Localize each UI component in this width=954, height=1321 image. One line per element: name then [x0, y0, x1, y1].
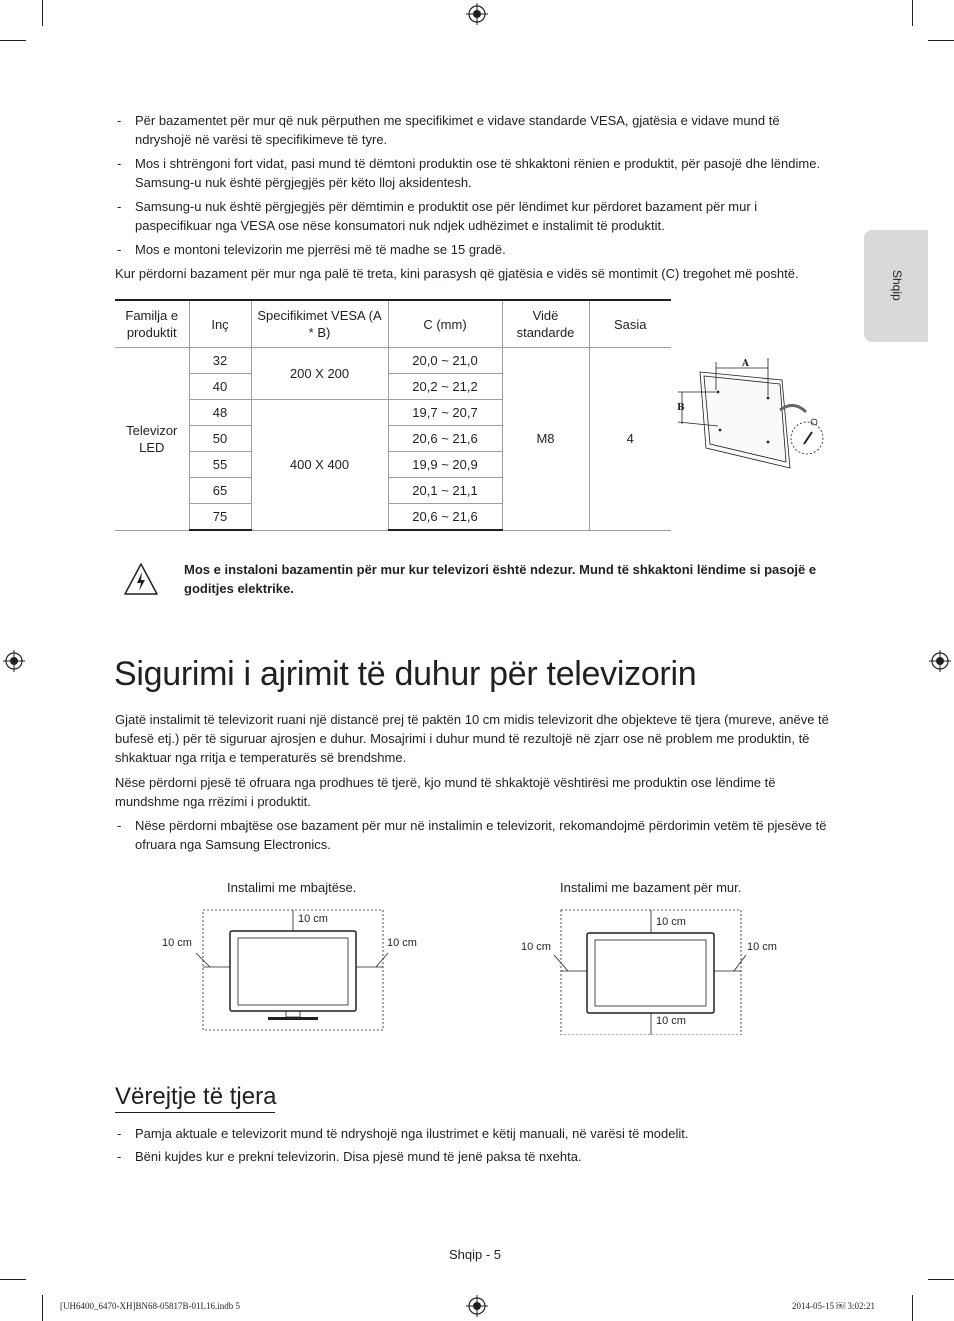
list-item: - Bëni kujdes kur e prekni televizorin. Disa pjesë mund të jenë paksa të nxehta.: [117, 1149, 582, 1164]
header-c-mm: C (mm): [388, 300, 502, 348]
section-title: Sigurimi i ajrimit të duhur për televizorin: [114, 655, 697, 693]
header-product-family: Familja e produktit: [115, 300, 189, 348]
list-item: - Mos i shtrëngoni fort vidat, pasi mund të dëmtoni produktin ose të shkaktoni rënien e produktit, për pasojë dhe lëndime. Samsung-u nuk është përgjegjës për këto lloj aksidentesh.: [117, 156, 821, 190]
cell-c: 19,7 ~ 20,7: [388, 400, 502, 426]
language-side-tab: [864, 230, 928, 342]
stand-caption: Instalimi me mbajtëse.: [227, 880, 357, 895]
list-item: - Samsung-u nuk është përgjegjës për dëmtimin e produktit ose për lëndimet kur përdoret bazament për mur i paspecifikuar nga VESA ose nëse konsumatori nuk ndjek udhëzimet e instalimit të produktit.: [117, 199, 758, 233]
crop-mark: [0, 1279, 26, 1280]
table-row: [115, 348, 671, 374]
list-item: - Për bazamentet për mur që nuk përputhen me specifikimet e vidave standarde VESA, gjatësia e vidave mund të ndryshojë në varësi të specifikimeve të tyre.: [117, 113, 780, 147]
clearance-left-label: 10 cm: [162, 937, 192, 949]
header-vesa: Specifikimet VESA (A * B): [251, 300, 388, 348]
intro-paragraph: Kur përdorni bazament për mur nga palë të treta, kini parasysh që gjatësia e vidës së montimit (C) tregohet më poshtë.: [115, 266, 799, 281]
cell-family: Televizor LED: [115, 348, 189, 531]
wall-install-diagram: [520, 905, 790, 1035]
cell-c: 20,1 ~ 21,1: [388, 478, 502, 504]
electric-warning-icon: [123, 562, 159, 596]
crop-mark: [42, 1295, 43, 1321]
wall-caption: Instalimi me bazament për mur.: [560, 880, 742, 895]
clearance-top-label: 10 cm: [298, 913, 328, 925]
cell-vesa: 200 X 200: [251, 348, 388, 400]
cell-inch: 40: [189, 374, 251, 400]
clearance-top-label: 10 cm: [656, 916, 686, 928]
wall-mount-diagram: [672, 350, 842, 470]
cell-c: 20,6 ~ 21,6: [388, 504, 502, 531]
cell-c: 20,0 ~ 21,0: [388, 348, 502, 374]
cell-qty: 4: [589, 348, 671, 531]
list-item: - Nëse përdorni mbajtëse ose bazament për mur në instalimin e televizorit, rekomandojmë përdorimin vetëm të pjesëve të ofruara nga Samsung Electronics.: [117, 818, 827, 852]
list-item: - Mos e montoni televizorin me pjerrësi më të madhe se 15 gradë.: [117, 242, 506, 257]
subsection-title: Vërejtje të tjera: [115, 1083, 277, 1110]
registration-mark-icon: [929, 650, 951, 672]
registration-mark-icon: [466, 3, 488, 25]
cell-c: 20,6 ~ 21,6: [388, 426, 502, 452]
crop-mark: [928, 40, 954, 41]
cell-screw: M8: [502, 348, 589, 531]
stand-install-diagram: [160, 905, 430, 1035]
cell-c: 20,2 ~ 21,2: [388, 374, 502, 400]
header-standard-screw: Vidë standarde: [502, 300, 589, 348]
page-number: Shqip - 5: [449, 1247, 502, 1262]
vesa-spec-table: [115, 299, 671, 531]
registration-mark-icon: [3, 650, 25, 672]
clearance-right-label: 10 cm: [747, 941, 777, 953]
warning-text: Mos e instaloni bazamentin për mur kur televizori është ndezur. Mund të shkaktoni lëndime si pasojë e goditjes elektrike.: [184, 562, 817, 596]
paragraph: Nëse përdorni pjesë të ofruara nga prodhues të tjerë, kjo mund të shkaktojë vështirësi me produktin ose lëndime të mundshme nga rrëzimi i produktit.: [115, 775, 776, 809]
clearance-right-label: 10 cm: [387, 937, 417, 949]
clearance-bottom-label: 10 cm: [656, 1015, 686, 1027]
crop-mark: [0, 40, 26, 41]
cell-inch: 48: [189, 400, 251, 426]
registration-mark-icon: [466, 1295, 488, 1317]
cell-vesa: 400 X 400: [251, 400, 388, 531]
paragraph: Gjatë instalimit të televizorit ruani një distancë prej të paktën 10 cm midis televizorit dhe objekteve të tjera (mureve, anëve të bufesë etj.) për të siguruar ajrosjen e duhur. Mosajrimi i duhur mund të rezultojë në zjarr ose në problem me produktin, të shkaktuar nga rritja e temperaturës së brendshme.: [115, 712, 829, 765]
list-item: - Pamja aktuale e televizorit mund të ndryshojë nga ilustrimet e këtij manuali, në varësi të modelit.: [117, 1126, 689, 1141]
crop-mark: [928, 1279, 954, 1280]
side-tab-label: Shqip: [890, 270, 904, 301]
table-header-row: [115, 300, 671, 348]
cell-inch: 50: [189, 426, 251, 452]
header-inch: Inç: [189, 300, 251, 348]
crop-mark: [912, 1295, 913, 1321]
footer-timestamp: 2014-05-15 ￼ 3:02:21: [792, 1301, 875, 1311]
cell-inch: 65: [189, 478, 251, 504]
clearance-left-label: 10 cm: [521, 941, 551, 953]
cell-inch: 32: [189, 348, 251, 374]
cell-inch: 55: [189, 452, 251, 478]
diagram-label-b: B: [677, 403, 685, 413]
cell-inch: 75: [189, 504, 251, 531]
subtitle-underline: [115, 1112, 275, 1113]
header-quantity: Sasia: [589, 300, 671, 348]
cell-c: 19,9 ~ 20,9: [388, 452, 502, 478]
footer-file-info: [UH6400_6470-XH]BN68-05817B-01L16.indb 5: [60, 1301, 240, 1311]
crop-mark: [42, 0, 43, 26]
crop-mark: [912, 0, 913, 26]
diagram-label-a: A: [742, 359, 749, 369]
